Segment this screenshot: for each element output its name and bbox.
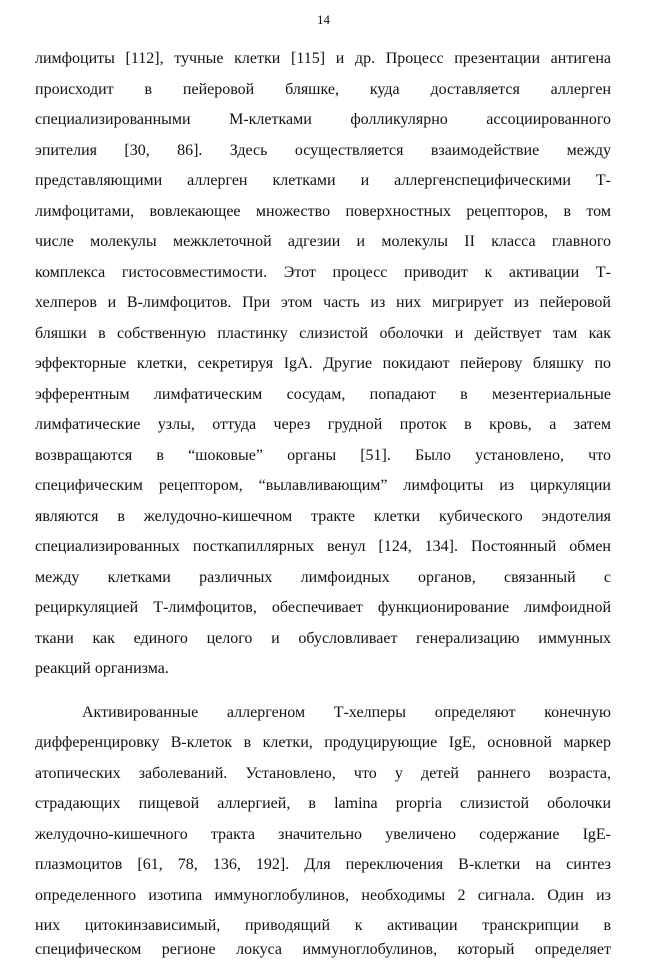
text-line: специализированными М-клетками фолликулярно ассоциированного <box>35 111 611 128</box>
text-line: возвращаются в “шоковые” органы [51]. Было установлено, что <box>35 447 611 464</box>
text-line: ткани как единого целого и обусловливает генерализацию иммунных <box>35 630 611 647</box>
text-line: эпителия [30, 86]. Здесь осуществляется взаимодействие между <box>35 142 611 159</box>
text-line: являются в желудочно-кишечном тракте клетки кубического эндотелия <box>35 508 611 525</box>
page-number: 14 <box>317 12 330 27</box>
text-line: числе молекулы межклеточной адгезии и молекулы II класса главного <box>35 233 611 250</box>
text-line: специализированных посткапиллярных венул [124, 134]. Постоянный обмен <box>35 538 611 555</box>
text-line: эффекторные клетки, секретируя IgA. Другие покидают пейерову бляшку по <box>35 355 611 372</box>
text-line: страдающих пищевой аллергией, в lamina propria слизистой оболочки <box>35 795 611 812</box>
text-line: эфферентным лимфатическим сосудам, попадают в мезентериальные <box>35 386 611 403</box>
text-line: плазмоцитов [61, 78, 136, 192]. Для переключения В-клетки на синтез <box>35 856 611 873</box>
text-line: желудочно-кишечного тракта значительно увеличено содержание IgE- <box>35 826 611 843</box>
text-line: специфическим рецептором, “вылавливающим” лимфоциты из циркуляции <box>35 477 611 494</box>
text-line: комплекса гистосовместимости. Этот процесс приводит к активации Т- <box>35 264 611 281</box>
text-line: лимфоциты [112], тучные клетки [115] и др. Процесс презентации антигена <box>35 50 611 67</box>
text-line: рециркуляцией Т-лимфоцитов, обеспечивает функционирование лимфоидной <box>35 599 611 616</box>
text-line: определенного изотипа иммуноглобулинов, необходимы 2 сигнала. Один из <box>35 887 611 904</box>
text-line: реакций организма. <box>35 660 169 677</box>
text-line: них цитокинзависимый, приводящий к активации транскрипции в <box>35 917 611 934</box>
text-line: между клетками различных лимфоидных органов, связанный с <box>35 569 611 586</box>
text-line: происходит в пейеровой бляшке, куда доставляется аллерген <box>35 81 611 98</box>
text-line: Активированные аллергеном Т-хелперы определяют конечную <box>82 704 611 721</box>
text-line: хелперов и В-лимфоцитов. При этом часть из них мигрирует из пейеровой <box>35 294 611 311</box>
text-line: представляющими аллерген клетками и аллергенспецифическими Т- <box>35 172 611 189</box>
text-line: бляшки в собственную пластинку слизистой оболочки и действует там как <box>35 325 611 342</box>
text-line: атопических заболеваний. Установлено, что у детей раннего возраста, <box>35 765 611 782</box>
text-line: специфическом регионе локуса иммуноглобулинов, который определяет <box>35 941 611 958</box>
text-line: лимфатические узлы, оттуда через грудной проток в кровь, а затем <box>35 416 611 433</box>
text-line: дифференцировку В-клеток в клетки, продуцирующие IgE, основной маркер <box>35 734 611 751</box>
text-line: лимфоцитами, вовлекающее множество поверхностных рецепторов, в том <box>35 203 611 220</box>
